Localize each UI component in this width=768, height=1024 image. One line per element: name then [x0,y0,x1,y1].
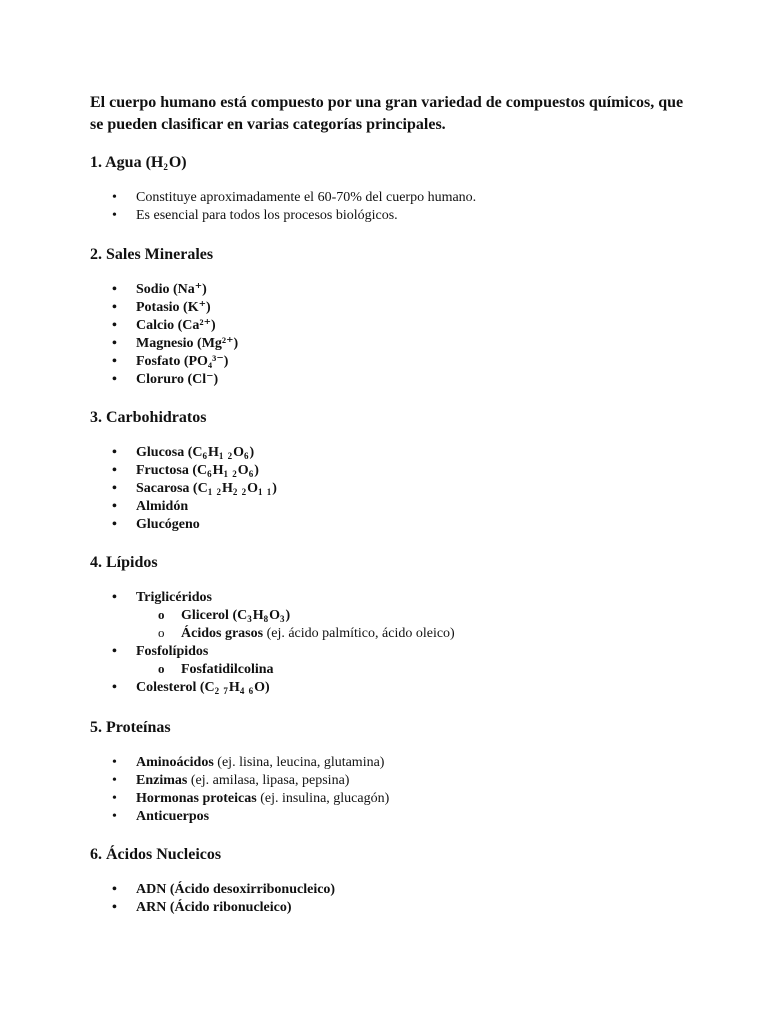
list-item: • Potasio (K⁺) [90,299,700,317]
list-item-fructosa [90,462,700,480]
subscript: 1 2 [218,451,234,461]
section-title-acidos-nucleicos: 6. Ácidos Nucleicos [90,846,222,863]
item-text: H [252,608,264,623]
item-text: Glucosa (C [136,445,203,460]
subscript: 8 [263,614,270,624]
item-text: ) [285,608,291,623]
item-bold-text: Aminoácidos [136,755,214,770]
list-item [90,754,700,772]
item-text: Fructosa (C [136,463,208,478]
list-item-trigliceridos: • Triglicéridos [90,589,700,607]
item-text: O [233,445,245,460]
section-title-carbohidratos: 3. Carbohidratos [90,409,207,426]
list-item-fosfolipidos: • Fosfolípidos [90,643,700,661]
subscript: 1 1 [257,487,273,497]
subscript: 3 [247,614,253,624]
subscript: 6 [207,469,213,479]
list-item: • Es esencial para todos los procesos biológicos. [90,207,700,225]
section-carbohidratos [90,407,700,534]
subscript: 2 7 [214,686,229,696]
section-title-proteinas: 5. Proteínas [90,719,171,736]
list-agua [90,189,700,225]
subscript: 6 [248,469,255,479]
item-text: ) [249,445,255,460]
sublist-item-glicerol [90,607,700,625]
item-text: (ej. ácido palmítico, ácido oleico) [263,626,455,641]
subscript: 1 2 [223,469,238,479]
item-text: ) [272,481,277,496]
list-item-colesterol [90,679,700,697]
item-text: (ej. insulina, glucagón) [256,791,390,806]
list-item [90,808,700,826]
item-text: O [247,481,258,496]
item-text: (ej. lisina, leucina, glutamina) [213,755,385,770]
section-title-sales: 2. Sales Minerales [90,246,214,263]
item-text: Colesterol (C [136,680,215,695]
list-item [90,772,700,790]
list-item: • ARN (Ácido ribonucleico) [90,899,700,917]
section-title-agua [90,152,700,174]
item-bold-text: Ácidos grasos [181,626,264,641]
list-item: • Calcio (Ca²⁺) [90,317,700,335]
list-sales [90,281,700,389]
list-item [90,790,700,808]
list-item: • ADN (Ácido desoxirribonucleico) [90,881,700,899]
item-bold-text: Enzimas [136,773,188,788]
list-item: • Constituye aproximadamente el 60-70% del cuerpo humano. [90,189,700,207]
item-text: H [208,445,219,460]
subscript: 2 2 [232,487,248,497]
section-sales [90,244,700,389]
list-proteinas [90,754,700,826]
title-text: 1. Agua (H [90,154,164,171]
document-page [90,92,700,915]
list-carbohidratos [90,444,700,534]
item-text: Glicerol (C [181,608,248,623]
sublist-item-fosfatidilcolina: o Fosfatidilcolina [90,661,700,679]
list-acidos-nucleicos [90,881,700,917]
list-item-glucosa [90,444,700,462]
list-item-almidon: • Almidón [90,498,700,516]
section-proteinas [90,717,700,826]
item-text: H [228,680,240,695]
subscript: 4 6 [239,686,255,696]
subscript: 6 [244,451,250,461]
item-text: H [221,481,233,496]
title-text: O) [168,154,187,171]
item-text: O [237,463,249,478]
sublist-item-acidos-grasos [90,625,700,643]
list-item: • Magnesio (Mg²⁺) [90,335,700,353]
item-text: O [269,608,281,623]
list-lipidos [90,589,700,697]
subscript: 6 [202,451,208,461]
item-bold-text: Anticuerpos [136,809,210,824]
section-lipidos [90,552,700,697]
list-item: • Fosfato (PO₄³⁻) [90,353,700,371]
list-item: • Cloruro (Cl⁻) [90,371,700,389]
section-acidos-nucleicos [90,844,700,917]
subscript: 3 [280,614,286,624]
section-title-lipidos: 4. Lípidos [90,554,158,571]
item-text: ) [254,463,259,478]
item-text: O) [254,680,270,695]
section-agua [90,152,700,225]
item-bold-text: Hormonas proteicas [136,791,257,806]
subscript: 2 [163,162,169,172]
list-item-glucogeno: • Glucógeno [90,516,700,534]
list-item: • Sodio (Na⁺) [90,281,700,299]
item-text: (ej. amilasa, lipasa, pepsina) [187,773,350,788]
item-text: H [212,463,224,478]
list-item-sacarosa [90,480,700,498]
intro-paragraph: El cuerpo humano está compuesto por una gran variedad de compuestos químicos, que se pueden clasificar en varias categorías principales. [90,94,684,133]
item-text: Sacarosa (C [136,481,208,496]
subscript: 1 2 [207,487,222,497]
